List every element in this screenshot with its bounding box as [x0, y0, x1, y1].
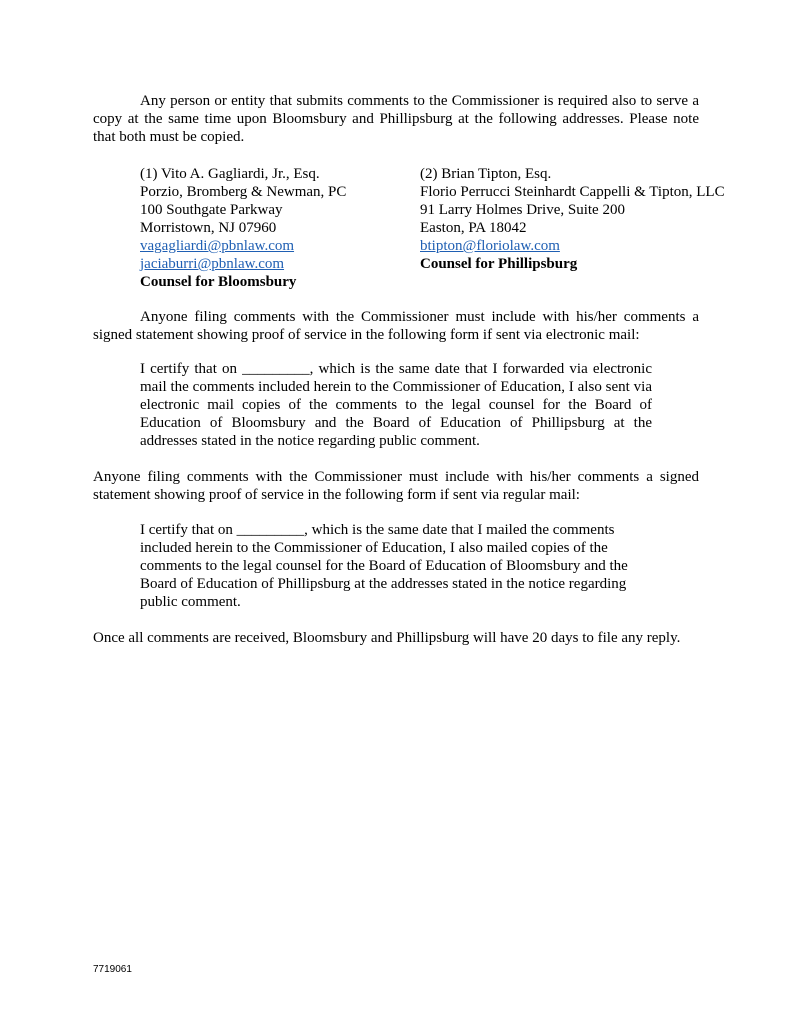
electronic-mail-certification: I certify that on _________, which is the same date that I forwarded via electronic mail the comments included herein to the Commissioner of Education, I also sent via electronic mail copies of the comments to the legal counsel for the Board of Education of Bloomsbury and the Board of Education of Phillipsburg at the addresses stated in the notice regarding public comment. — [140, 361, 652, 449]
email-link-vagagliardi[interactable]: vagagliardi@pbnlaw.com — [140, 238, 295, 254]
regular-mail-certification: I certify that on _________, which is the same date that I mailed the comments included herein to the Commissioner of Education, I also mailed copies of the comments to the legal counsel for the Board of Education of Bloomsbury and the Board of Education of Phillipsburg at the addresses stated in the notice regarding public comment. — [140, 522, 628, 610]
counsel-street: 91 Larry Holmes Drive, Suite 200 — [420, 202, 625, 218]
closing-paragraph: Once all comments are received, Bloomsbury and Phillipsburg will have 20 days to file any reply. — [93, 630, 681, 646]
intro-paragraph: Any person or entity that submits comments to the Commissioner is required also to serve a copy at the same time upon Bloomsbury and Phillipsburg at the following addresses. Please note that both must be copied. — [93, 93, 699, 145]
email-link-jaciaburri[interactable]: jaciaburri@pbnlaw.com — [140, 256, 285, 272]
counsel-role-phillipsburg: Counsel for Phillipsburg — [420, 256, 578, 272]
counsel-street: 100 Southgate Parkway — [140, 202, 283, 218]
counsel-firm: Florio Perrucci Steinhardt Cappelli & Tipton, LLC — [420, 184, 725, 200]
counsel-role-bloomsbury: Counsel for Bloomsbury — [140, 274, 297, 290]
document-number: 7719061 — [93, 964, 132, 975]
phillipsburg-counsel-address — [420, 165, 750, 273]
counsel-addresses — [140, 165, 740, 291]
electronic-mail-instructions: Anyone filing comments with the Commissioner must include with his/her comments a signed statement showing proof of service in the following form if sent via electronic mail: — [93, 309, 699, 343]
counsel-city: Easton, PA 18042 — [420, 220, 527, 236]
counsel-name: (2) Brian Tipton, Esq. — [420, 166, 552, 182]
counsel-name: (1) Vito A. Gagliardi, Jr., Esq. — [140, 166, 320, 182]
email-link-btipton[interactable]: btipton@floriolaw.com — [420, 238, 560, 254]
bloomsbury-counsel-address — [140, 165, 410, 291]
counsel-firm: Porzio, Bromberg & Newman, PC — [140, 184, 347, 200]
regular-mail-instructions: Anyone filing comments with the Commissioner must include with his/her comments a signed statement showing proof of service in the following form if sent via regular mail: — [93, 469, 699, 503]
counsel-city: Morristown, NJ 07960 — [140, 220, 277, 236]
